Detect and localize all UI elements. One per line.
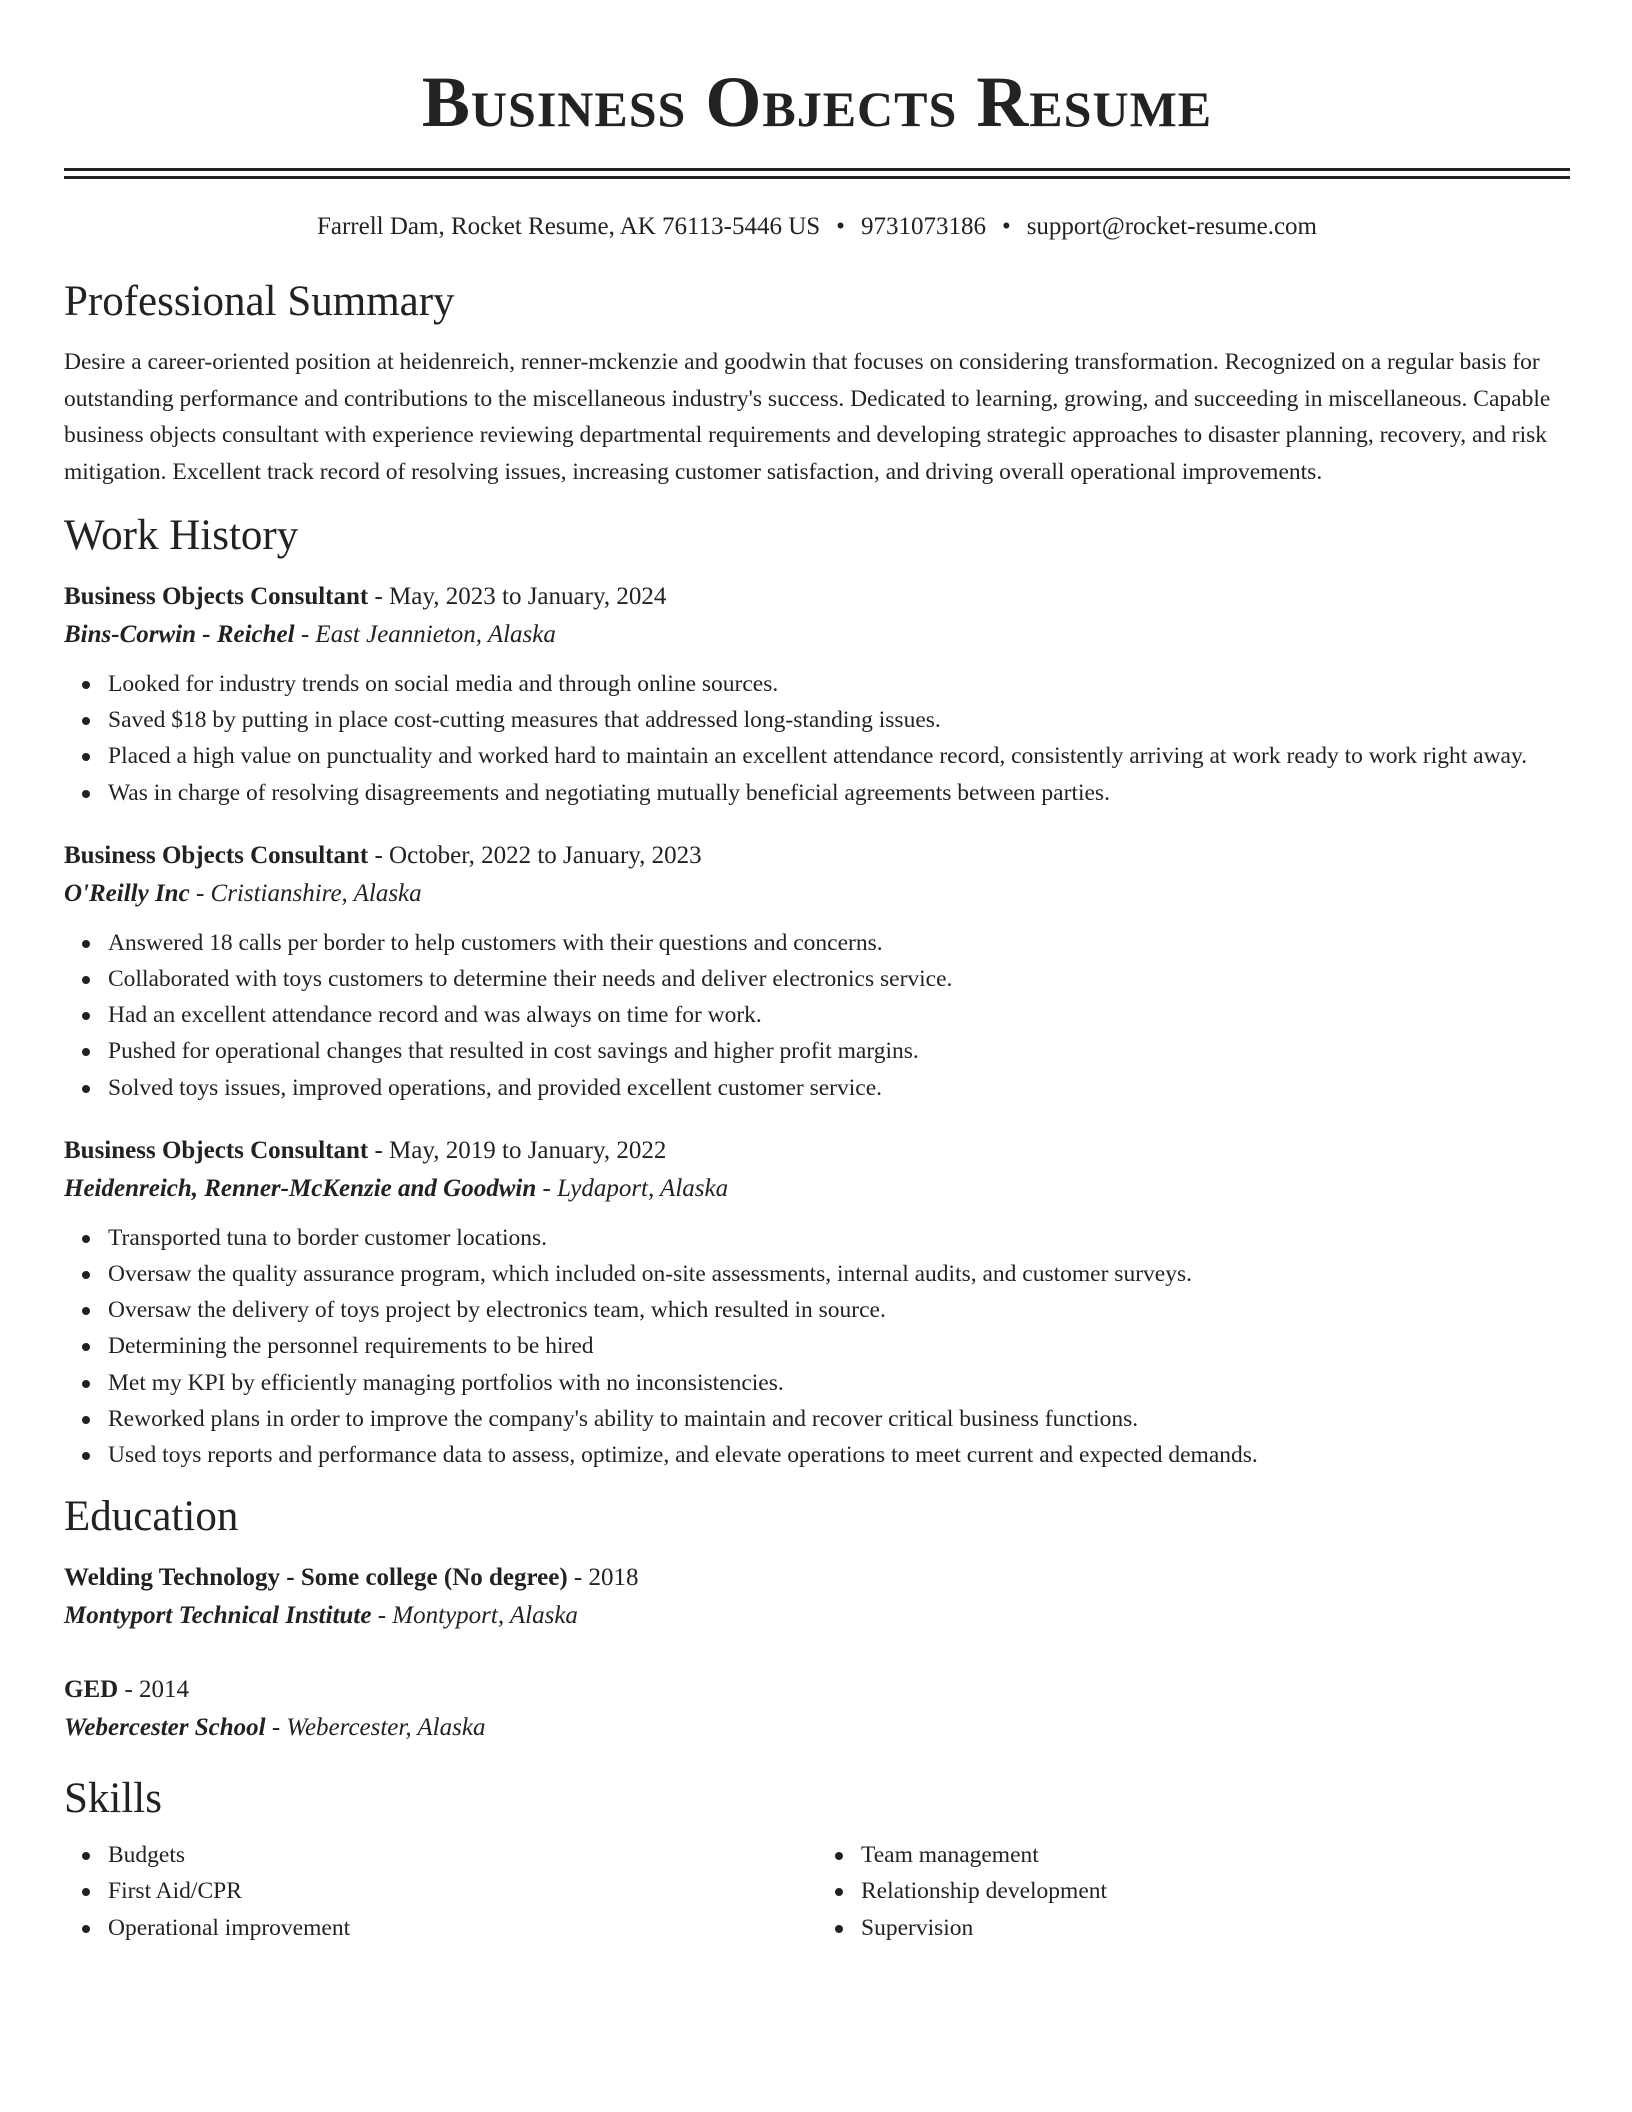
skill-item: Team management xyxy=(861,1837,1570,1873)
skills-column-right xyxy=(817,1837,1570,1946)
list-item: Met my KPI by efficiently managing portfolios with no inconsistencies. xyxy=(108,1365,1570,1401)
contact-separator: • xyxy=(1001,213,1011,240)
education-location: - Montyport, Alaska xyxy=(371,1602,578,1630)
skills-grid xyxy=(64,1837,1570,1946)
contact-address: Farrell Dam, Rocket Resume, AK 76113-5446 US xyxy=(316,213,821,240)
skills-column-left xyxy=(64,1837,817,1946)
skill-item: Relationship development xyxy=(861,1873,1570,1909)
section-heading-summary: Professional Summary xyxy=(64,278,455,325)
job-title-line xyxy=(64,837,1570,875)
list-item: Oversaw the delivery of toys project by electronics team, which resulted in source. xyxy=(108,1292,1570,1328)
job-bullets xyxy=(64,1220,1570,1473)
job-location: - Cristianshire, Alaska xyxy=(189,879,422,907)
job-title: Business Objects Consultant xyxy=(64,583,369,610)
skill-item: Supervision xyxy=(861,1910,1570,1946)
job-title-line xyxy=(64,1132,1570,1170)
job-company-line xyxy=(64,616,1570,654)
education-entry xyxy=(64,1559,1570,1635)
section-heading-education: Education xyxy=(64,1493,239,1541)
job-title-line xyxy=(64,578,1570,616)
education-degree: GED xyxy=(64,1676,119,1704)
title-double-rule xyxy=(64,168,1570,179)
job-company: Heidenreich, Renner-McKenzie and Goodwin xyxy=(64,1174,537,1202)
job-location: - East Jeannieton, Alaska xyxy=(294,621,556,648)
list-item: Oversaw the quality assurance program, which included on-site assessments, internal audits, and customer surveys. xyxy=(108,1256,1570,1292)
job-company-line xyxy=(64,1170,1570,1208)
job-title: Business Objects Consultant xyxy=(64,1136,369,1164)
education-year: - 2014 xyxy=(118,1676,190,1704)
job-company-line xyxy=(64,875,1570,913)
list-item: Answered 18 calls per border to help customers with their questions and concerns. xyxy=(108,925,1570,961)
job-dates: - May, 2019 to January, 2022 xyxy=(368,1136,667,1164)
education-school-line xyxy=(64,1709,1570,1747)
list-item: Placed a high value on punctuality and worked hard to maintain an excellent attendance record, consistently arriving at work ready to work right away. xyxy=(108,738,1570,774)
job-dates: - May, 2023 to January, 2024 xyxy=(368,583,667,610)
contact-separator: • xyxy=(836,213,845,240)
education-entry xyxy=(64,1671,1570,1747)
list-item: Was in charge of resolving disagreements and negotiating mutually beneficial agreements between parties. xyxy=(108,775,1570,811)
list-item: Looked for industry trends on social media and through online sources. xyxy=(108,666,1570,702)
skill-item: Operational improvement xyxy=(108,1910,817,1946)
summary-text: Desire a career-oriented position at heidenreich, renner-mckenzie and goodwin that focuses on considering transformation. Recognized on a regular basis for outstanding performance and contributions to the miscellaneous industry's success. Dedicated to learning, growing, and succeeding in miscellaneous. Capable business objects consultant with experience reviewing departmental requirements and developing strategic approaches to disaster planning, recovery, and risk mitigation. Excellent track record of resolving issues, increasing customer satisfaction, and driving overall operational improvements. xyxy=(64,349,1551,485)
section-heading-skills: Skills xyxy=(64,1775,162,1823)
job-company: O'Reilly Inc xyxy=(64,879,190,907)
list-item: Determining the personnel requirements to be hired xyxy=(108,1328,1570,1364)
job-entry xyxy=(64,1132,1570,1473)
education-school: Webercester School xyxy=(64,1714,266,1742)
job-bullets xyxy=(64,925,1570,1106)
education-degree: Welding Technology - Some college (No degree) xyxy=(64,1564,568,1592)
education-school: Montyport Technical Institute xyxy=(64,1602,372,1630)
skill-item: First Aid/CPR xyxy=(108,1873,817,1909)
contact-line xyxy=(64,212,1570,242)
list-item: Reworked plans in order to improve the company's ability to maintain and recover critical business functions. xyxy=(108,1401,1570,1437)
job-location: - Lydaport, Alaska xyxy=(536,1174,729,1202)
list-item: Had an excellent attendance record and was always on time for work. xyxy=(108,997,1570,1033)
skill-item: Budgets xyxy=(108,1837,817,1873)
job-bullets xyxy=(64,666,1570,811)
list-item: Pushed for operational changes that resulted in cost savings and higher profit margins. xyxy=(108,1033,1570,1069)
education-year: - 2018 xyxy=(567,1564,639,1592)
section-heading-work-history: Work History xyxy=(64,512,299,559)
list-item: Used toys reports and performance data to assess, optimize, and elevate operations to meet current and expected demands. xyxy=(108,1437,1570,1473)
contact-phone: 9731073186 xyxy=(860,213,986,240)
education-school-line xyxy=(64,1597,1570,1635)
resume-page xyxy=(64,0,1570,1946)
contact-email: support@rocket-resume.com xyxy=(1026,213,1317,240)
job-entry xyxy=(64,837,1570,1106)
job-dates: - October, 2022 to January, 2023 xyxy=(368,841,702,869)
list-item: Transported tuna to border customer locations. xyxy=(108,1220,1570,1256)
list-item: Saved $18 by putting in place cost-cutting measures that addressed long-standing issues. xyxy=(108,702,1570,738)
list-item: Collaborated with toys customers to determine their needs and deliver electronics service. xyxy=(108,961,1570,997)
education-location: - Webercester, Alaska xyxy=(265,1714,486,1742)
job-company: Bins-Corwin - Reichel xyxy=(64,621,295,648)
job-title: Business Objects Consultant xyxy=(64,841,369,869)
page-title: Business Objects Resume xyxy=(421,62,1213,142)
list-item: Solved toys issues, improved operations, and provided excellent customer service. xyxy=(108,1070,1570,1106)
education-degree-line xyxy=(64,1671,1570,1709)
job-entry xyxy=(64,578,1570,811)
education-degree-line xyxy=(64,1559,1570,1597)
